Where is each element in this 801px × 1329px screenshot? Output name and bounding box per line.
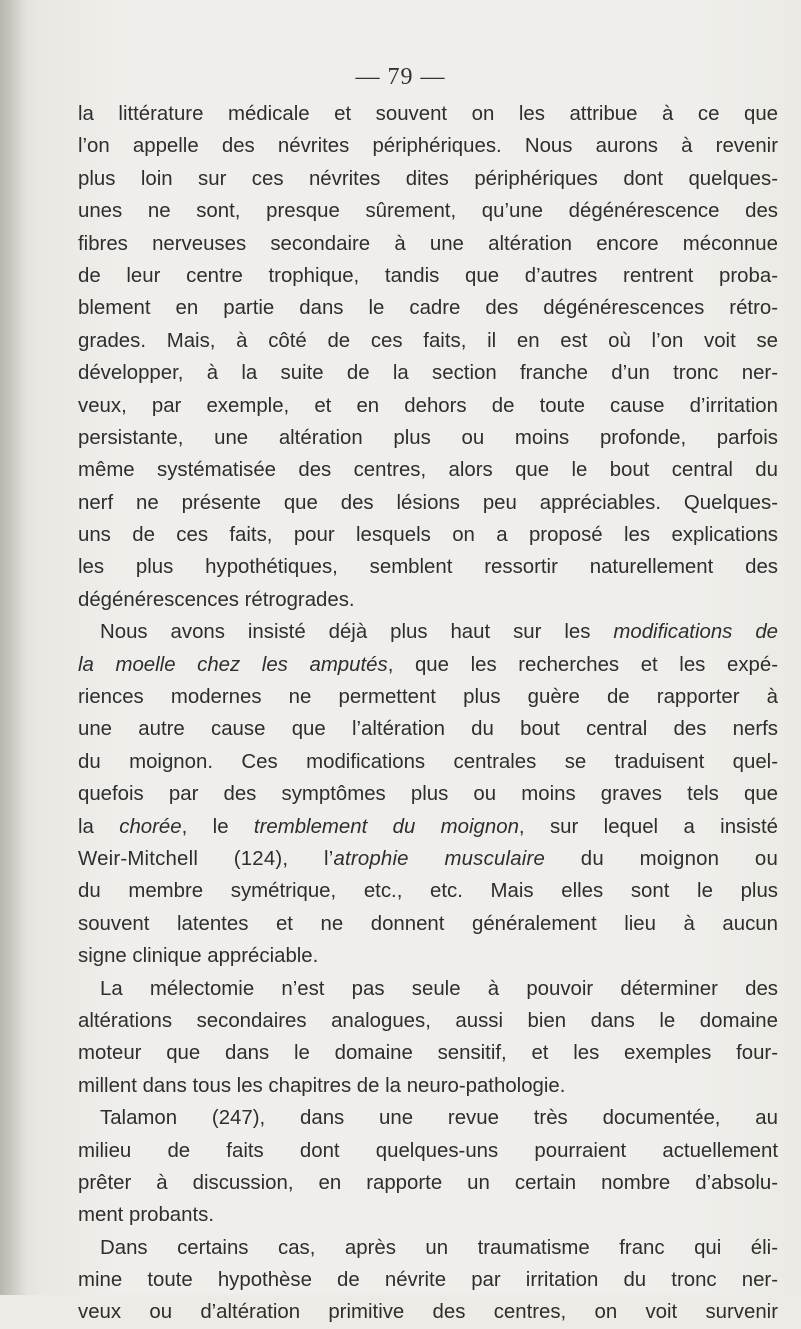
text-line: milieu de faits dont quelques-uns pourraient actuellement [78, 1139, 778, 1162]
text-run: Weir-Mitchell (124), l’ [78, 847, 334, 870]
text-line: veux, par exemple, et en dehors de toute cause d’irritation [78, 394, 778, 417]
text-run: , sur lequel a insisté [518, 815, 778, 838]
text-run: , que les recherches et les expé- [387, 653, 778, 676]
text-line: les plus hypothétiques, semblent ressortir naturellement des [78, 556, 778, 579]
text-line: signe clinique appréciable. [78, 945, 319, 968]
italic-run: la moelle chez les amputés [78, 653, 388, 676]
text-line: prêter à discussion, en rapporte un certain nombre d’absolu- [78, 1171, 778, 1194]
text-line: uns de ces faits, pour lesquels on a proposé les explications [78, 524, 778, 547]
text-line: plus loin sur ces névrites dites périphériques dont quelques- [78, 167, 778, 190]
italic-run: atrophie musculaire [333, 847, 546, 870]
text-line: unes ne sont, presque sûrement, qu’une dégénérescence des [78, 200, 778, 223]
text-line: fibres nerveuses secondaire à une altération encore méconnue [78, 232, 778, 255]
text-line: millent dans tous les chapitres de la neuro-pathologie. [78, 1074, 566, 1097]
text-line: La mélectomie n’est pas seule à pouvoir déterminer des [100, 977, 778, 1000]
text-line: veux ou d’altération primitive des centres, on voit survenir [78, 1301, 778, 1324]
page-number: — 79 — [355, 64, 446, 90]
text-line: souvent latentes et ne donnent généralement lieu à aucun [78, 912, 778, 935]
text-line: ment probants. [78, 1204, 215, 1227]
text-line: riences modernes ne permettent plus guère de rapporter à [78, 686, 778, 709]
text-line: persistante, une altération plus ou moins profonde, parfois [78, 426, 778, 449]
text-line: du membre symétrique, etc., etc. Mais elles sont le plus [78, 880, 778, 903]
text-line: blement en partie dans le cadre des dégénérescences rétro- [78, 297, 778, 320]
italic-run: modifications de [613, 621, 778, 644]
italic-run: chorée [119, 815, 182, 838]
text-run: la [78, 815, 120, 838]
text-line: Dans certains cas, après un traumatisme franc qui éli- [100, 1236, 778, 1259]
text-line: dégénérescences rétrogrades. [78, 588, 355, 611]
text-line: de leur centre trophique, tandis que d’autres rentrent proba- [78, 264, 778, 287]
text-line: une autre cause que l’altération du bout central des nerfs [78, 718, 778, 741]
text-line: altérations secondaires analogues, aussi bien dans le domaine [78, 1009, 778, 1032]
text-line: la littérature médicale et souvent on les attribue à ce que [78, 103, 778, 125]
text-run: , le [181, 815, 254, 838]
text-line: développer, à la suite de la section franche d’un tronc ner- [78, 362, 778, 385]
text-line-with-italics [78, 649, 778, 681]
text-run: du moignon ou [545, 847, 779, 870]
text-line: Talamon (247), dans une revue très documentée, au [100, 1107, 778, 1130]
text-line: grades. Mais, à côté de ces faits, il en est où l’on voit se [78, 329, 778, 352]
text-line: moteur que dans le domaine sensitif, et les exemples four- [78, 1042, 778, 1065]
text-line: l’on appelle des névrites périphériques. Nous aurons à revenir [78, 135, 778, 158]
text-line-with-italics [78, 843, 778, 875]
text-line-with-italics [78, 811, 778, 843]
text-line: du moignon. Ces modifications centrales se traduisent quel- [78, 750, 778, 773]
text-line: même systématisée des centres, alors que le bout central du [78, 459, 778, 482]
text-line: nerf ne présente que des lésions peu appréciables. Quelques- [78, 491, 778, 514]
binding-shadow [0, 0, 26, 1295]
text-line: mine toute hypothèse de névrite par irritation du tronc ner- [78, 1269, 778, 1292]
text-run: Nous avons insisté déjà plus haut sur les [100, 621, 614, 644]
italic-run: tremblement du moignon [253, 815, 519, 838]
text-line-with-italics [78, 616, 778, 648]
text-line: quefois par des symptômes plus ou moins graves tels que [78, 783, 778, 806]
body-text [78, 98, 778, 1329]
